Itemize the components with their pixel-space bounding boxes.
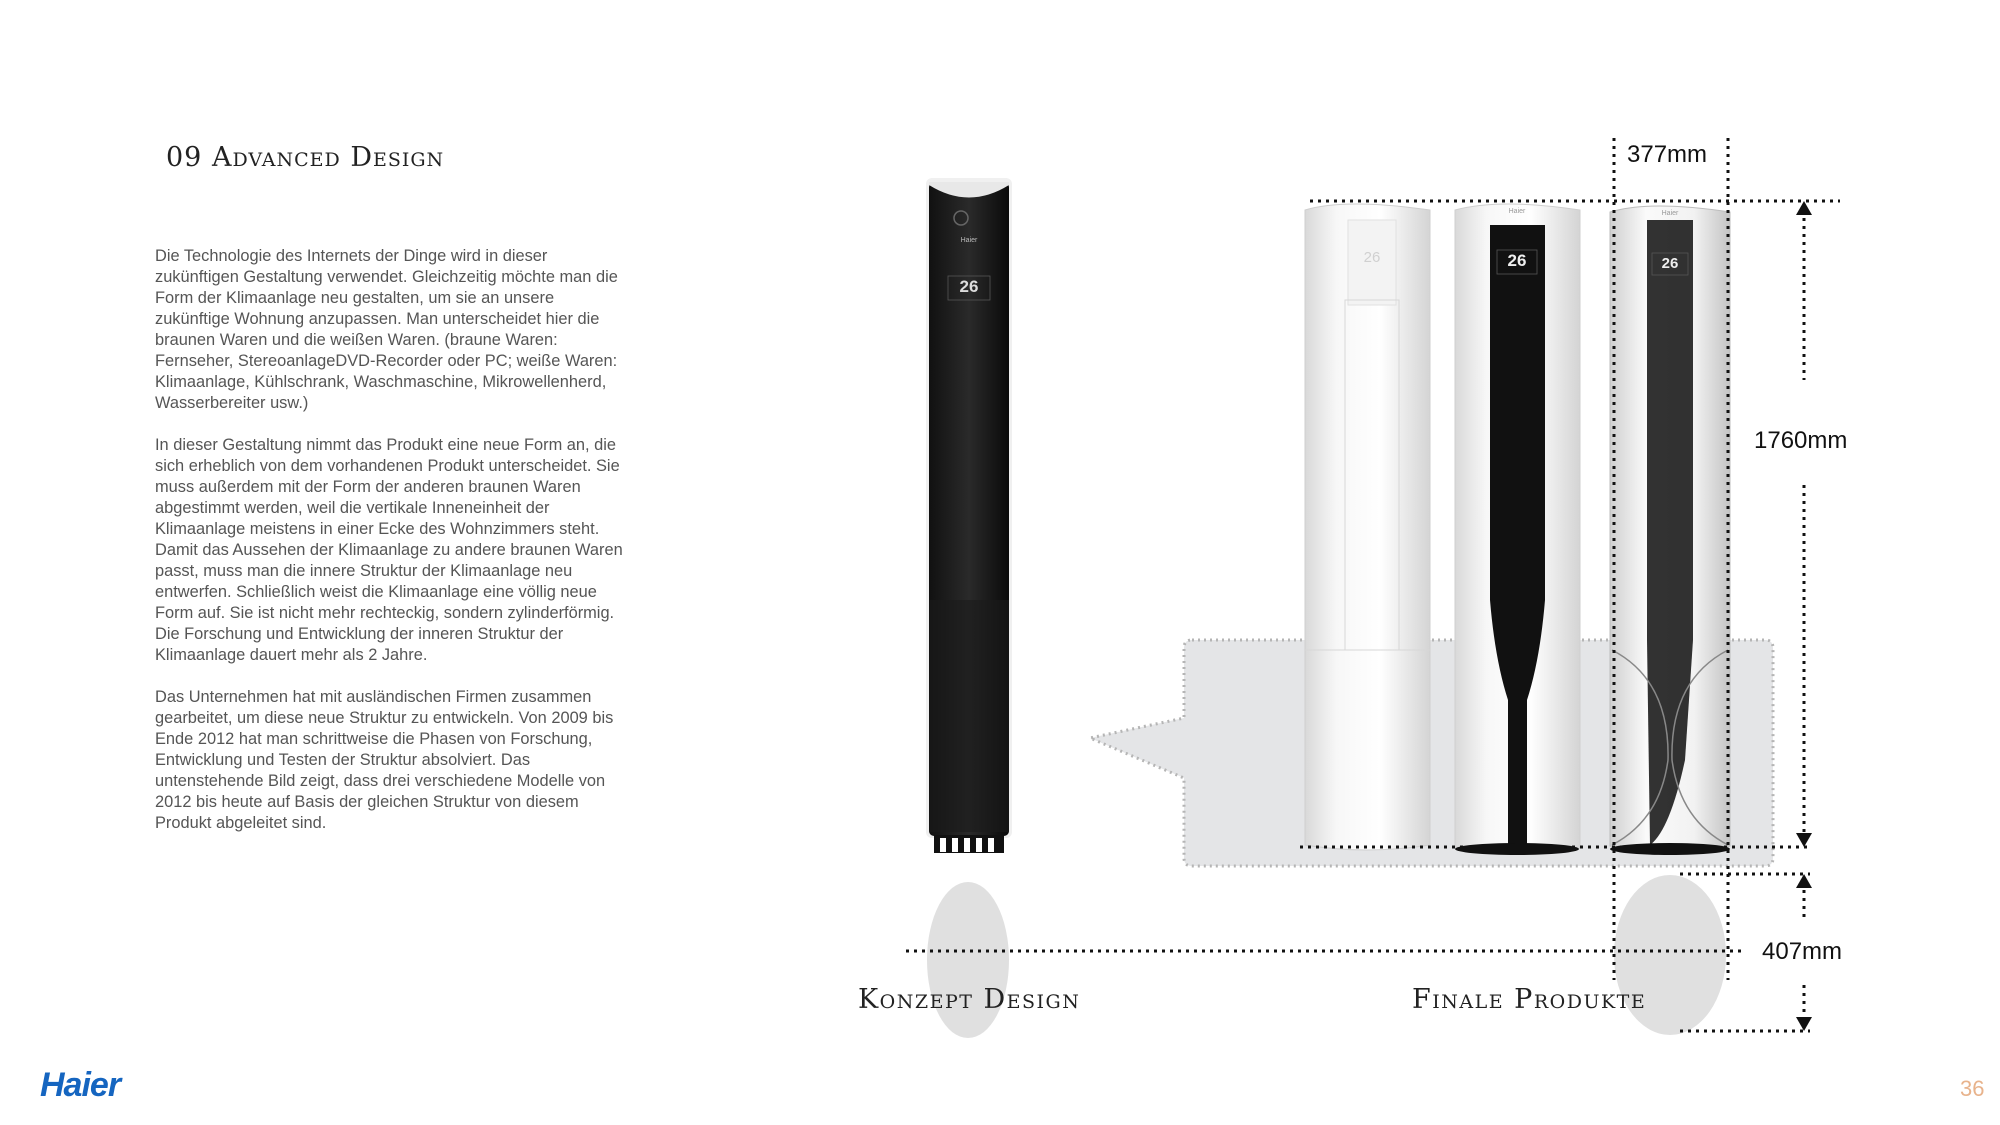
product-silver-tower — [1610, 206, 1730, 855]
paragraph: Die Technologie des Internets der Dinge wird in dieser zukünftigen Gestaltung verwendet. Gleichzeitig möchte man die Form der Klimaanlage neu gestalten, um sie an unsere zukünftige Wohnung anzupassen. Man unterscheidet hier die braunen Waren und die weißen Waren. (braune Waren: Fernseher, StereoanlageDVD-Recorder oder PC; weiße Waren: Klimaanlage, Kühlschrank, Waschmaschine, Mikrowellenherd, Wasserbereiter usw.) — [155, 247, 618, 412]
svg-text:26: 26 — [959, 277, 979, 296]
page-number: 36 — [1960, 1076, 1985, 1101]
haier-logo: Haier — [40, 1066, 121, 1104]
base-dimension-label: 407mm — [1762, 938, 1843, 965]
height-dimension-label: 1760mm — [1754, 427, 1848, 454]
svg-text:26: 26 — [1363, 249, 1381, 266]
final-products-caption: Finale Produkte — [1412, 984, 1647, 1015]
svg-text:Haier: Haier — [1508, 208, 1526, 215]
concept-tower — [926, 178, 1012, 853]
paragraph: In dieser Gestaltung nimmt das Produkt eine neue Form an, die sich erheblich von dem vorhandenen Produkt unterscheidet. Sie muss außerdem mit der Form der anderen braunen Waren abgestimmt werden, weil die vertikale Inneneinheit der Klimaanlage meistens in einer Ecke des Wohnzimmers steht. Damit das Aussehen der Klimaanlage zu andere braunen Waren passt, muss man die innere Struktur der Klimaanlage neu entwerfen. Schließlich weist die Klimaanlage eine völlig neue Form auf. Sie ist nicht mehr rechteckig, sondern zylinderförmig. Die Forschung und Entwicklung der inneren Struktur der Klimaanlage dauert mehr als 2 Jahre. — [155, 436, 623, 664]
paragraph: Das Unternehmen hat mit ausländischen Firmen zusammen gearbeitet, um diese neue Struktur zu entwickeln. Von 2009 bis Ende 2012 hat man schrittweise die Phasen von Forschung, Entwicklung und Testen der Struktur absolviert. Das untenstehende Bild zeigt, dass drei verschiedene Modelle von 2012 bis heute auf Basis der gleichen Struktur von diesem Produkt abgeleitet sind. — [155, 688, 614, 832]
svg-text:Haier: Haier — [960, 237, 978, 244]
product-black-tower — [1455, 204, 1580, 855]
width-dimension-label: 377mm — [1627, 141, 1708, 168]
svg-text:Haier: Haier — [1661, 210, 1679, 217]
svg-text:26: 26 — [1507, 251, 1527, 270]
svg-text:26: 26 — [1661, 255, 1679, 272]
concept-design-caption: Konzept Design — [858, 984, 1081, 1015]
product-white-tower — [1305, 204, 1430, 850]
page-title: 09 Advanced Design — [166, 142, 445, 173]
